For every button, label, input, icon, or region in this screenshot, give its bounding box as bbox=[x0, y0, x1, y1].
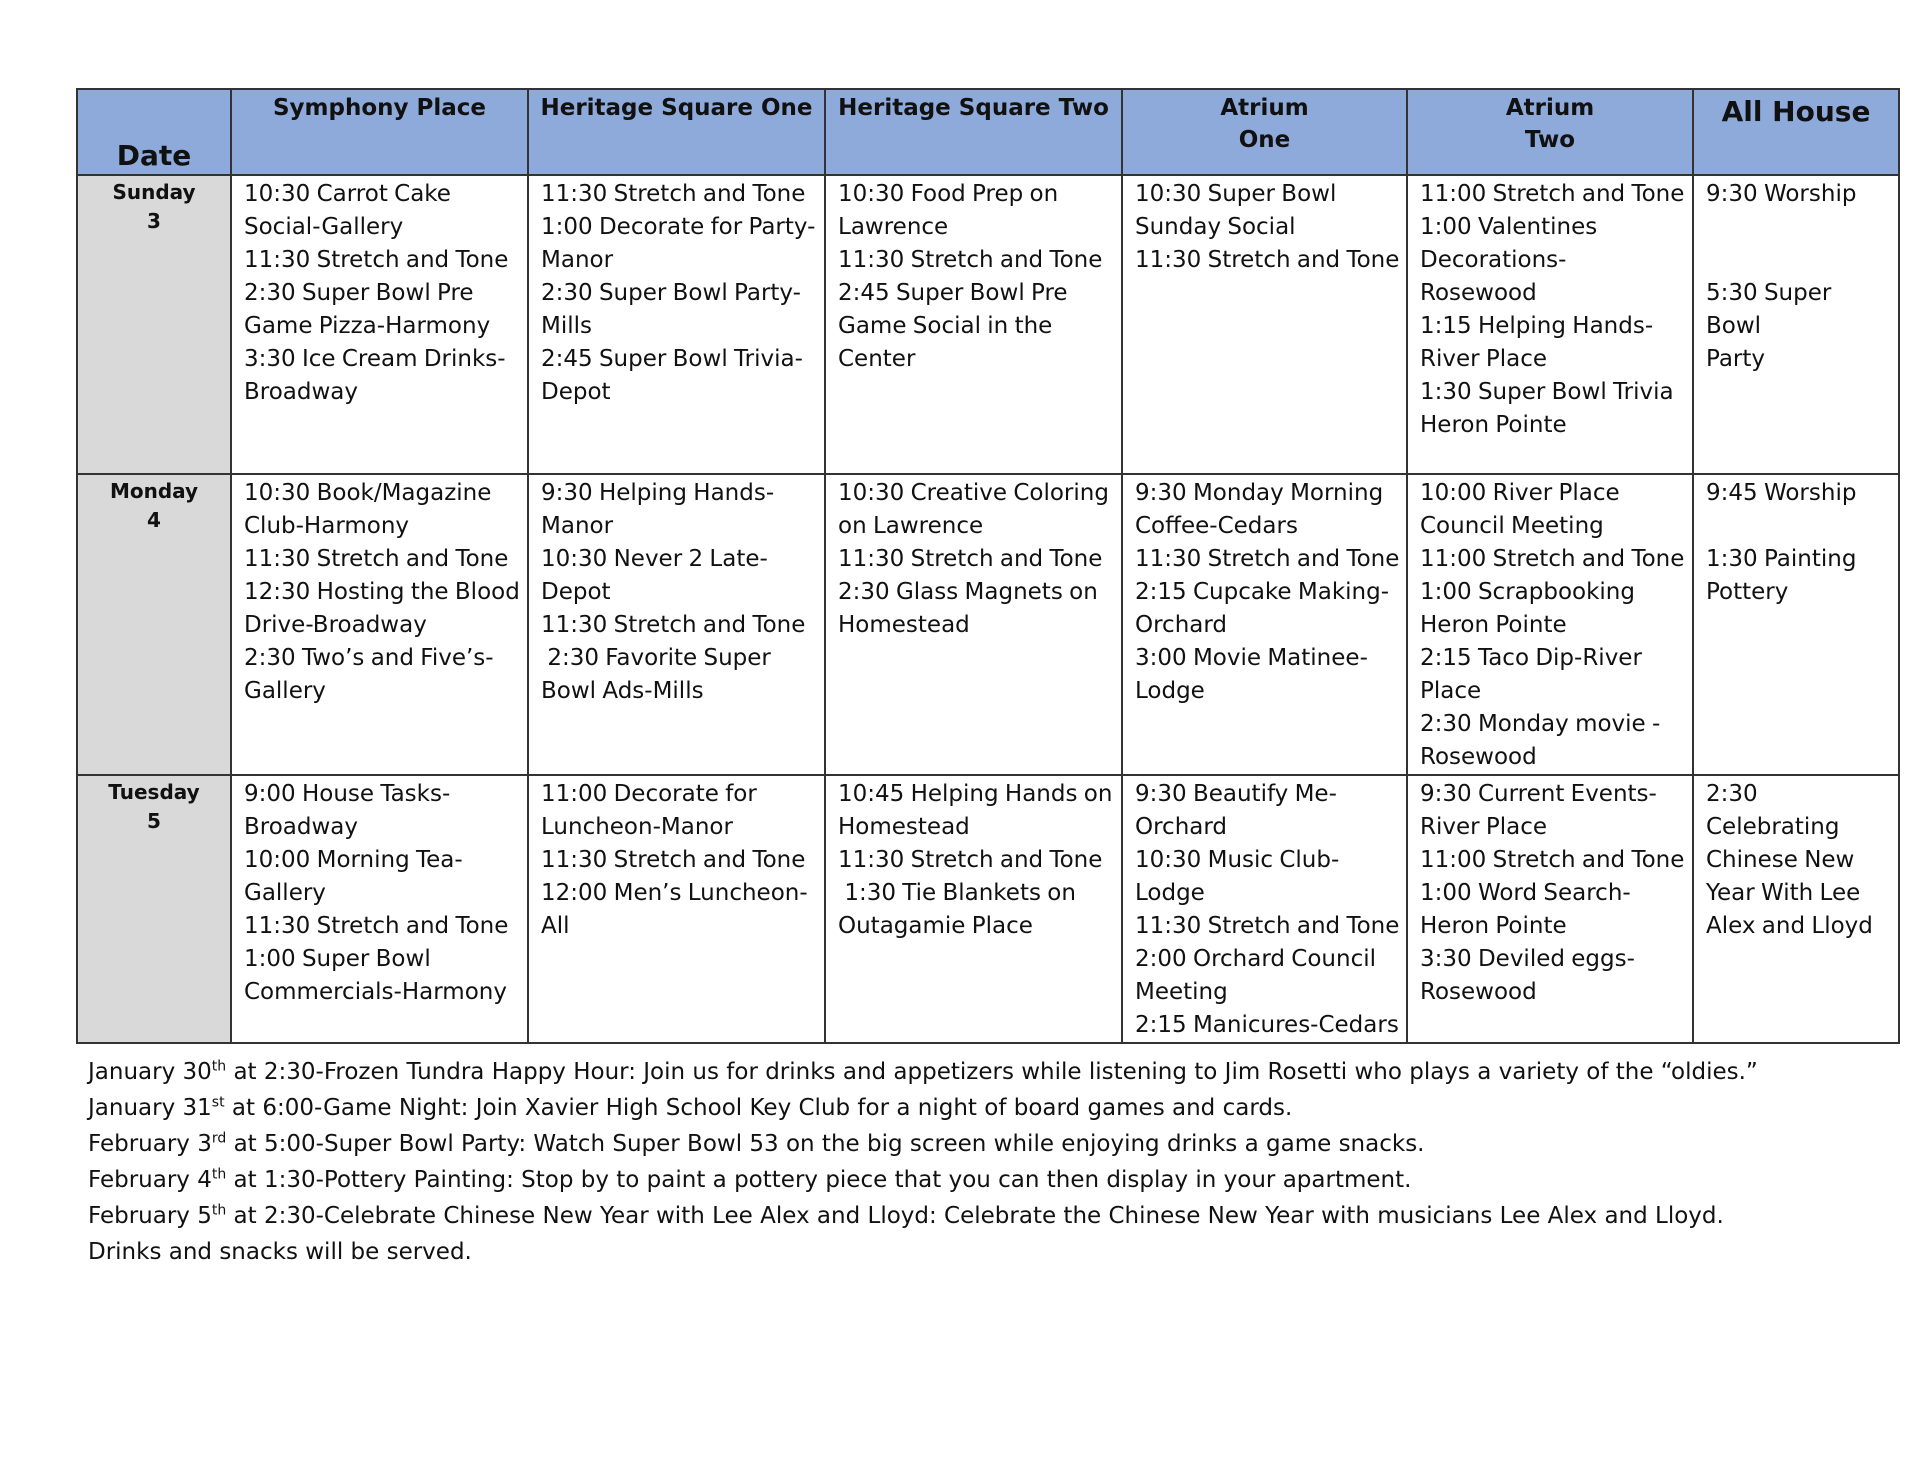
activity-line: Heron Pointe bbox=[1420, 913, 1567, 939]
activity-line: 11:30 Stretch and Tone bbox=[838, 546, 1103, 572]
header-line: All House bbox=[1721, 95, 1871, 128]
event-description: at 1:30-Pottery Painting: Stop by to paint a pottery piece that you can then display in your apartment. bbox=[226, 1167, 1412, 1193]
activity-line: Heron Pointe bbox=[1420, 612, 1567, 638]
event-date-suffix: st bbox=[211, 1094, 225, 1111]
schedule-cell-atrium-one bbox=[1122, 474, 1407, 775]
activity-line: Meeting bbox=[1135, 979, 1228, 1005]
schedule-cell-all-house bbox=[1693, 775, 1899, 1043]
activity-line: Depot bbox=[541, 579, 611, 605]
activity-line: Bowl Ads-Mills bbox=[541, 678, 704, 704]
activity-line: 11:00 Stretch and Tone bbox=[1420, 181, 1685, 207]
activity-line: Coffee-Cedars bbox=[1135, 513, 1298, 539]
activity-line: Rosewood bbox=[1420, 979, 1537, 1005]
activity-line: Place bbox=[1420, 678, 1482, 704]
day-number: 3 bbox=[147, 209, 161, 233]
event-date-suffix: th bbox=[211, 1058, 227, 1075]
activity-line: 9:30 Worship bbox=[1706, 181, 1857, 207]
schedule-cell-heritage-square-one bbox=[528, 474, 825, 775]
schedule-cell-symphony-place bbox=[231, 474, 528, 775]
header-line: Atrium bbox=[1505, 95, 1595, 121]
event-item bbox=[88, 1234, 1898, 1270]
column-header-all-house bbox=[1693, 89, 1899, 175]
activity-line: Party bbox=[1706, 346, 1766, 372]
activity-line: 11:30 Stretch and Tone bbox=[244, 247, 509, 273]
date-cell bbox=[77, 175, 231, 474]
activity-line: 5:30 Super Bowl bbox=[1706, 280, 1838, 339]
table-row bbox=[77, 474, 1899, 775]
activity-line: Lawrence bbox=[838, 214, 949, 240]
event-date: February 5 bbox=[88, 1203, 212, 1229]
column-header-atrium-one bbox=[1122, 89, 1407, 175]
schedule-cell-atrium-two bbox=[1407, 775, 1693, 1043]
activity-line: 9:30 Helping Hands- bbox=[541, 480, 775, 506]
activity-line: 9:00 House Tasks- bbox=[244, 781, 451, 807]
header-line: Symphony Place bbox=[272, 95, 487, 121]
schedule-cell-all-house bbox=[1693, 474, 1899, 775]
date-cell bbox=[77, 775, 231, 1043]
header-row bbox=[77, 89, 1899, 175]
activity-line: 10:30 Food Prep on bbox=[838, 181, 1059, 207]
activity-line: Game Pizza-Harmony bbox=[244, 313, 491, 339]
activity-line: 12:00 Men’s Luncheon- bbox=[541, 880, 808, 906]
event-date-suffix: th bbox=[211, 1202, 227, 1219]
event-description: at 2:30-Celebrate Chinese New Year with Lee Alex and Lloyd: Celebrate the Chinese New Year with musicians Lee Alex and Lloyd. bbox=[226, 1203, 1724, 1229]
activity-line: 2:30 Favorite Super bbox=[541, 645, 771, 671]
activity-line: 11:30 Stretch and Tone bbox=[541, 612, 806, 638]
upcoming-events-list bbox=[88, 1054, 1898, 1270]
schedule-cell-heritage-square-one bbox=[528, 175, 825, 474]
activity-line: Chinese New bbox=[1706, 847, 1855, 873]
header-line: Heritage Square Two bbox=[838, 95, 1109, 121]
activity-line: 10:00 Morning Tea- bbox=[244, 847, 463, 873]
activity-line: All bbox=[541, 913, 570, 939]
activity-line: Luncheon-Manor bbox=[541, 814, 733, 840]
column-header-heritage-square-one bbox=[528, 89, 825, 175]
activity-line: 2:45 Super Bowl Trivia- bbox=[541, 346, 803, 372]
header-line: Atrium bbox=[1220, 95, 1309, 121]
activity-line: 3:30 Deviled eggs- bbox=[1420, 946, 1635, 972]
schedule-table bbox=[76, 88, 1900, 1044]
activity-line: Decorations- bbox=[1420, 247, 1567, 273]
activity-line: Pottery bbox=[1706, 579, 1789, 605]
activity-line: 11:30 Stretch and Tone bbox=[541, 181, 806, 207]
activity-line bbox=[1706, 244, 1892, 277]
activity-line: Depot bbox=[541, 379, 611, 405]
activity-line: Center bbox=[838, 346, 916, 372]
activity-line: 10:30 Never 2 Late- bbox=[541, 546, 768, 572]
schedule-cell-atrium-two bbox=[1407, 474, 1693, 775]
activity-line: Manor bbox=[541, 247, 614, 273]
activity-line: 2:30 Monday movie - bbox=[1420, 711, 1661, 737]
activity-line: River Place bbox=[1420, 346, 1548, 372]
activity-line: Orchard bbox=[1135, 814, 1228, 840]
activity-line: 11:00 Decorate for bbox=[541, 781, 757, 807]
activity-line: 11:30 Stretch and Tone bbox=[244, 913, 509, 939]
activity-line: 2:30 Glass Magnets on bbox=[838, 579, 1098, 605]
activity-line: 1:30 Tie Blankets on bbox=[838, 880, 1076, 906]
schedule-cell-symphony-place bbox=[231, 175, 528, 474]
schedule-cell-heritage-square-two bbox=[825, 775, 1122, 1043]
activity-line: Gallery bbox=[244, 880, 326, 906]
activity-line: 2:30 Celebrating bbox=[1706, 781, 1840, 840]
activity-line: 2:15 Cupcake Making- bbox=[1135, 579, 1390, 605]
event-description: Drinks and snacks will be served. bbox=[88, 1239, 472, 1265]
activity-line: 1:30 Super Bowl Trivia bbox=[1420, 379, 1674, 405]
day-name: Sunday bbox=[112, 180, 196, 204]
activity-line: Homestead bbox=[838, 612, 970, 638]
activity-line: 2:45 Super Bowl Pre bbox=[838, 280, 1068, 306]
day-number: 4 bbox=[147, 508, 161, 532]
activity-line: 10:30 Super Bowl bbox=[1135, 181, 1337, 207]
activity-line: Mills bbox=[541, 313, 592, 339]
event-description: at 5:00-Super Bowl Party: Watch Super Bowl 53 on the big screen while enjoying drinks a game snacks. bbox=[226, 1131, 1425, 1157]
schedule-cell-heritage-square-two bbox=[825, 175, 1122, 474]
activity-line: 9:30 Monday Morning bbox=[1135, 480, 1384, 506]
activity-line: 11:30 Stretch and Tone bbox=[1135, 247, 1400, 273]
day-name: Monday bbox=[109, 479, 199, 503]
event-item bbox=[88, 1162, 1898, 1198]
schedule-cell-all-house bbox=[1693, 175, 1899, 474]
activity-line: Game Social in the bbox=[838, 313, 1053, 339]
schedule-cell-atrium-one bbox=[1122, 775, 1407, 1043]
event-date: February 3 bbox=[88, 1131, 212, 1157]
activity-line: 10:30 Book/Magazine bbox=[244, 480, 492, 506]
schedule-cell-heritage-square-two bbox=[825, 474, 1122, 775]
date-column-header: Date bbox=[77, 89, 231, 175]
activity-line: River Place bbox=[1420, 814, 1548, 840]
activity-line: 1:30 Painting bbox=[1706, 546, 1857, 572]
activity-line: Orchard bbox=[1135, 612, 1228, 638]
schedule-cell-atrium-two bbox=[1407, 175, 1693, 474]
schedule-cell-atrium-one bbox=[1122, 175, 1407, 474]
activity-line: 2:30 Super Bowl Party- bbox=[541, 280, 801, 306]
date-cell bbox=[77, 474, 231, 775]
activity-line: 11:30 Stretch and Tone bbox=[1135, 913, 1400, 939]
activity-line: 1:15 Helping Hands- bbox=[1420, 313, 1654, 339]
activity-line: 11:30 Stretch and Tone bbox=[838, 847, 1103, 873]
schedule-cell-heritage-square-one bbox=[528, 775, 825, 1043]
activity-line: Year With Lee bbox=[1706, 880, 1861, 906]
activity-line: 1:00 Word Search- bbox=[1420, 880, 1631, 906]
day-number: 5 bbox=[147, 809, 161, 833]
activity-line: 2:15 Manicures-Cedars bbox=[1135, 1012, 1399, 1038]
activity-line: 11:30 Stretch and Tone bbox=[244, 546, 509, 572]
activity-line: 10:30 Music Club- bbox=[1135, 847, 1340, 873]
table-row bbox=[77, 175, 1899, 474]
column-header-atrium-two bbox=[1407, 89, 1693, 175]
column-header-heritage-square-two bbox=[825, 89, 1122, 175]
event-date: January 31 bbox=[88, 1095, 212, 1121]
activity-line: Rosewood bbox=[1420, 744, 1537, 770]
schedule-cell-symphony-place bbox=[231, 775, 528, 1043]
activity-line: 1:00 Valentines bbox=[1420, 214, 1598, 240]
activity-line: 11:00 Stretch and Tone bbox=[1420, 847, 1685, 873]
table-row bbox=[77, 775, 1899, 1043]
activity-line: 10:30 Carrot Cake bbox=[244, 181, 451, 207]
activity-line: 11:00 Stretch and Tone bbox=[1420, 546, 1685, 572]
activity-line: Gallery bbox=[244, 678, 326, 704]
column-header-symphony-place bbox=[231, 89, 528, 175]
header-line: Heritage Square One bbox=[540, 95, 813, 121]
activity-line: 11:30 Stretch and Tone bbox=[541, 847, 806, 873]
activity-line: Heron Pointe bbox=[1420, 412, 1567, 438]
activity-line: Council Meeting bbox=[1420, 513, 1604, 539]
activity-line: 1:00 Decorate for Party- bbox=[541, 214, 816, 240]
event-description: at 6:00-Game Night: Join Xavier High School Key Club for a night of board games and cards. bbox=[224, 1095, 1293, 1121]
event-item bbox=[88, 1126, 1898, 1162]
event-date-suffix: rd bbox=[211, 1130, 227, 1147]
activity-line: Sunday Social bbox=[1135, 214, 1296, 240]
activity-line: on Lawrence bbox=[838, 513, 984, 539]
activity-line bbox=[1706, 510, 1892, 543]
activity-line bbox=[1706, 211, 1892, 244]
event-date-suffix: th bbox=[211, 1166, 227, 1183]
event-item bbox=[88, 1090, 1898, 1126]
event-item bbox=[88, 1054, 1898, 1090]
activity-line: Social-Gallery bbox=[244, 214, 404, 240]
activity-line: 9:30 Beautify Me- bbox=[1135, 781, 1337, 807]
activity-line: 9:30 Current Events- bbox=[1420, 781, 1657, 807]
activity-line: Lodge bbox=[1135, 880, 1205, 906]
event-date: January 30 bbox=[88, 1059, 212, 1085]
day-name: Tuesday bbox=[108, 780, 200, 804]
activity-line: 1:00 Super Bowl bbox=[244, 946, 431, 972]
activity-line: 3:30 Ice Cream Drinks- bbox=[244, 346, 506, 372]
activity-line: 11:30 Stretch and Tone bbox=[1135, 546, 1400, 572]
activity-line: 12:30 Hosting the Blood bbox=[244, 579, 520, 605]
activity-line: 1:00 Scrapbooking bbox=[1420, 579, 1635, 605]
activity-line: 2:15 Taco Dip-River bbox=[1420, 645, 1642, 671]
event-item bbox=[88, 1198, 1898, 1234]
activity-line: Drive-Broadway bbox=[244, 612, 427, 638]
activity-line: 2:30 Two’s and Five’s- bbox=[244, 645, 494, 671]
activity-line: Homestead bbox=[838, 814, 970, 840]
activity-line: Lodge bbox=[1135, 678, 1205, 704]
activity-line: Broadway bbox=[244, 814, 359, 840]
activity-line: 11:30 Stretch and Tone bbox=[838, 247, 1103, 273]
activity-line: Rosewood bbox=[1420, 280, 1537, 306]
activity-line: 10:00 River Place bbox=[1420, 480, 1620, 506]
event-date: February 4 bbox=[88, 1167, 212, 1193]
activity-line: 2:30 Super Bowl Pre bbox=[244, 280, 474, 306]
activity-line: 10:30 Creative Coloring bbox=[838, 480, 1109, 506]
activity-line: 3:00 Movie Matinee- bbox=[1135, 645, 1368, 671]
activity-line: Manor bbox=[541, 513, 614, 539]
event-description: at 2:30-Frozen Tundra Happy Hour: Join us for drinks and appetizers while listening to Jim Rosetti who plays a variety of the “oldies.” bbox=[226, 1059, 1758, 1085]
header-line: Two bbox=[1524, 127, 1576, 153]
activity-line: Alex and Lloyd bbox=[1706, 913, 1873, 939]
activity-line: Broadway bbox=[244, 379, 359, 405]
activity-line: 9:45 Worship bbox=[1706, 480, 1857, 506]
activity-line: Club-Harmony bbox=[244, 513, 410, 539]
header-line: One bbox=[1238, 127, 1291, 153]
activity-line: Outagamie Place bbox=[838, 913, 1033, 939]
activity-line: 10:45 Helping Hands on bbox=[838, 781, 1113, 807]
activity-line: Commercials-Harmony bbox=[244, 979, 507, 1005]
activity-line: 2:00 Orchard Council bbox=[1135, 946, 1377, 972]
